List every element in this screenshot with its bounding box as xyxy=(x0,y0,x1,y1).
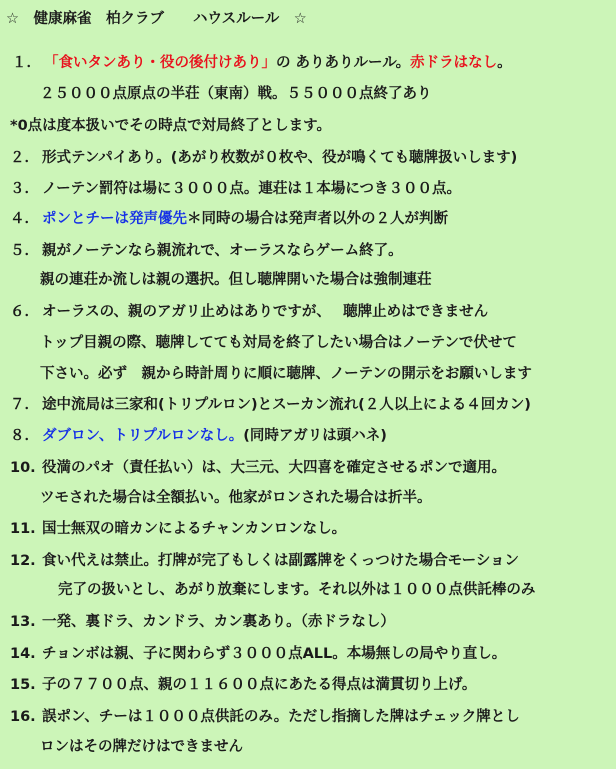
rule-line xyxy=(10,241,403,261)
rule-line xyxy=(10,707,520,727)
rule-number: ５． xyxy=(10,243,39,259)
rule-line xyxy=(10,551,519,571)
rule-number: ４． xyxy=(10,211,39,227)
rule-text: 形式テンパイあり。(あがり枚数が０枚や、役が鳴くても聴牌扱いします) xyxy=(42,150,518,166)
rule-line xyxy=(58,580,535,600)
rule-number: ７． xyxy=(10,397,39,413)
rule-text: チョンボは親、子に関わらず３０００点ALL。本場無しの局やり直し。 xyxy=(42,646,507,662)
rule-number: 10. xyxy=(10,460,36,476)
rule-line xyxy=(10,458,506,478)
rule-line xyxy=(10,116,331,136)
rule-number: ２． xyxy=(10,150,39,166)
rule-line xyxy=(10,179,461,199)
rule-line xyxy=(10,644,506,664)
rule-text: 下さい。必ず 親から時計周りに順に聴牌、ノーテンの開示をお願いします xyxy=(40,366,532,382)
rule-line xyxy=(10,612,395,632)
rule-line xyxy=(40,488,432,508)
rule-line xyxy=(10,302,488,322)
rule-number: １． xyxy=(12,55,41,71)
page-title: ☆ 健康麻雀 柏クラブ ハウスルール ☆ xyxy=(6,11,307,27)
rule-line xyxy=(40,270,432,290)
rule-line xyxy=(40,333,517,353)
rule-text: 親の連荘か流しは親の選択。但し聴牌開いた場合は強制連荘 xyxy=(40,272,432,288)
rule-text: 「食いタンあり・役の後付けあり」 xyxy=(44,55,276,71)
rule-text: ツモされた場合は全額払い。他家がロンされた場合は折半。 xyxy=(40,490,432,506)
rule-number: 14. xyxy=(10,646,36,662)
rule-text: 途中流局は三家和(トリプルロン)とスーカン流れ(２人以上による４回カン) xyxy=(42,397,531,413)
rule-number: ３． xyxy=(10,181,39,197)
rule-line xyxy=(40,84,432,104)
rule-text: 赤ドラはなし xyxy=(410,55,498,71)
rule-text: 完了の扱いとし、あがり放棄にします。それ以外は１０００点供託棒のみ xyxy=(58,582,536,598)
rule-line xyxy=(10,395,531,415)
rule-text: 子の７７００点、親の１１６００点にあたる得点は満貫切り上げ。 xyxy=(42,677,477,693)
rule-number: ６． xyxy=(10,304,39,320)
rule-text: トップ目親の際、聴牌してても対局を終了したい場合はノーテンで伏せて xyxy=(40,335,517,351)
rule-text: 役満のパオ（責任払い）は、大三元、大四喜を確定させるポンで適用。 xyxy=(42,460,506,476)
rule-text: 食い代えは禁止。打牌が完了もしくは副露牌をくっつけた場合モーション xyxy=(42,553,520,569)
rule-line xyxy=(10,519,346,539)
rule-text: ロンはその牌だけはできません xyxy=(40,739,243,755)
rule-text: ＊同時の場合は発声者以外の２人が判断 xyxy=(187,211,448,227)
rule-line xyxy=(10,675,476,695)
rule-text: ポンとチーは発声優先 xyxy=(42,211,187,227)
rule-line xyxy=(40,364,532,384)
rule-text: 親がノーテンなら親流れで、オーラスならゲーム終了。 xyxy=(42,243,403,259)
rule-text: ノーテン罰符は場に３０００点。連荘は１本場につき３００点。 xyxy=(42,181,462,197)
rule-text: オーラスの、親のアガリ止めはありですが、 聴牌止めはできません xyxy=(42,304,489,320)
rule-number: 11. xyxy=(10,521,36,537)
rule-line xyxy=(40,737,243,757)
rule-text: の ありありルール。 xyxy=(276,55,411,71)
rule-line xyxy=(12,53,512,73)
rule-number: 16. xyxy=(10,709,36,725)
rule-text: ２５０００点原点の半荘（東南）戦。５５０００点終了あり xyxy=(40,86,432,102)
rule-line xyxy=(10,209,448,229)
rule-text: 一発、裏ドラ、カンドラ、カン裏あり。（赤ドラなし） xyxy=(42,614,395,630)
rule-line xyxy=(10,148,517,168)
rule-text: (同時アガリは頭ハネ) xyxy=(243,428,387,444)
rule-line xyxy=(10,426,387,446)
rule-text: 。 xyxy=(497,55,512,71)
rule-number: 12. xyxy=(10,553,36,569)
rule-text: *0点は度本扱いでその時点で対局終了とします。 xyxy=(10,118,332,134)
rule-text: ダブロン、トリプルロンなし。 xyxy=(42,428,244,444)
rule-number: 15. xyxy=(10,677,36,693)
rule-number: 13. xyxy=(10,614,36,630)
rule-text: 誤ポン、チーは１０００点供託のみ。ただし指摘した牌はチェック牌とし xyxy=(42,709,520,725)
rule-number: ８． xyxy=(10,428,39,444)
rule-text: 国士無双の暗カンによるチャンカンロンなし。 xyxy=(42,521,347,537)
